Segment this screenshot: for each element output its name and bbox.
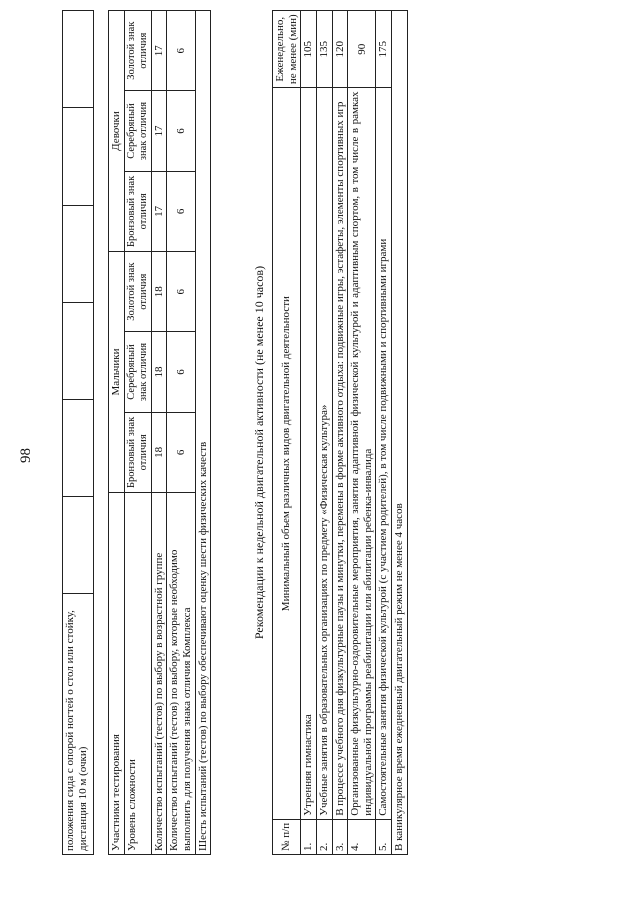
table-row [195, 11, 211, 855]
norms-table [108, 10, 211, 855]
activity-table [272, 10, 408, 855]
row-label: Количество испытаний (тестов) по выбору в возрастной группе [151, 493, 167, 855]
col-activity-header: Минимальный объем различных видов двигательной деятельности [273, 88, 301, 819]
table-row [301, 11, 317, 855]
row-num: 4. [348, 819, 376, 854]
row-num: 1. [301, 819, 317, 854]
participants-header: Участники тестирования [109, 493, 125, 855]
top-table-fragment [62, 10, 94, 855]
row-value: 6 [167, 332, 195, 412]
badge-header: Бронзовый знак отличия [124, 171, 151, 251]
row-value: 175 [376, 11, 392, 88]
norms-footer: Шесть испытаний (тестов) по выбору обеспечивают оценку шести физических качеств [195, 11, 211, 855]
row-num: 5. [376, 819, 392, 854]
row-text: Самостоятельные занятия физической культурой (с участием родителей), в том числе подвижными и спортивными играми [376, 88, 392, 819]
row-value: 6 [167, 91, 195, 171]
table-row [167, 11, 195, 855]
top-table-text: положения сида с опорой ногтей о стол или стойку, дистанция 10 м (очки) [63, 594, 94, 855]
row-value: 105 [301, 11, 317, 88]
row-num: 2. [316, 819, 332, 854]
recommendations-heading: Рекомендации к недельной двигательной активности (не менее 10 часов) [252, 265, 266, 640]
table-row [151, 11, 167, 855]
row-label: Количество испытаний (тестов) по выбору, которые необходимо выполнить для получения знака отличия Комплекса [167, 493, 195, 855]
row-text: Утренняя гимнастика [301, 88, 317, 819]
badge-header: Серебряный знак отличия [124, 91, 151, 171]
badge-header: Бронзовый знак отличия [124, 412, 151, 492]
activity-footer: В каникулярное время ежедневный двигательный режим не менее 4 часов [392, 11, 408, 855]
badge-header: Золотой знак отличия [124, 11, 151, 91]
col-weekly-header: Еженедельно, не менее (мин) [273, 11, 301, 88]
row-value: 18 [151, 332, 167, 412]
col-num-header: № п/п [273, 819, 301, 854]
table-row [332, 11, 348, 855]
girls-header: Девочки [109, 11, 125, 252]
difficulty-label: Уровень сложности [124, 493, 151, 855]
row-value: 120 [332, 11, 348, 88]
badge-header: Золотой знак отличия [124, 252, 151, 332]
table-row [348, 11, 376, 855]
row-value: 17 [151, 171, 167, 251]
row-value: 6 [167, 11, 195, 91]
row-value: 17 [151, 11, 167, 91]
table-row [376, 11, 392, 855]
row-value: 17 [151, 91, 167, 171]
row-text: В процессе учебного дня физкультурные паузы и минутки, перемены в форме активного отдыха: подвижные игры, эстафеты, элементы спортивных игр [332, 88, 348, 819]
row-value: 6 [167, 412, 195, 492]
row-num: 3. [332, 819, 348, 854]
row-value: 6 [167, 171, 195, 251]
row-text: Учебные занятия в образовательных организациях по предмету «Физическая культура» [316, 88, 332, 819]
row-value: 18 [151, 412, 167, 492]
table-row [316, 11, 332, 855]
table-row [392, 11, 408, 855]
boys-header: Мальчики [109, 252, 125, 493]
page-number: 98 [18, 448, 34, 463]
row-value: 90 [348, 11, 376, 88]
badge-header: Серебряный знак отличия [124, 332, 151, 412]
row-value: 135 [316, 11, 332, 88]
row-value: 18 [151, 252, 167, 332]
row-value: 6 [167, 252, 195, 332]
row-text: Организованные физкультурно-оздоровительные мероприятия, занятия адаптивной физической культурой и адаптивным спортом, в том числе в рамках индивидуальной программы реабилитации или абилитации ребенка-инвалида [348, 88, 376, 819]
